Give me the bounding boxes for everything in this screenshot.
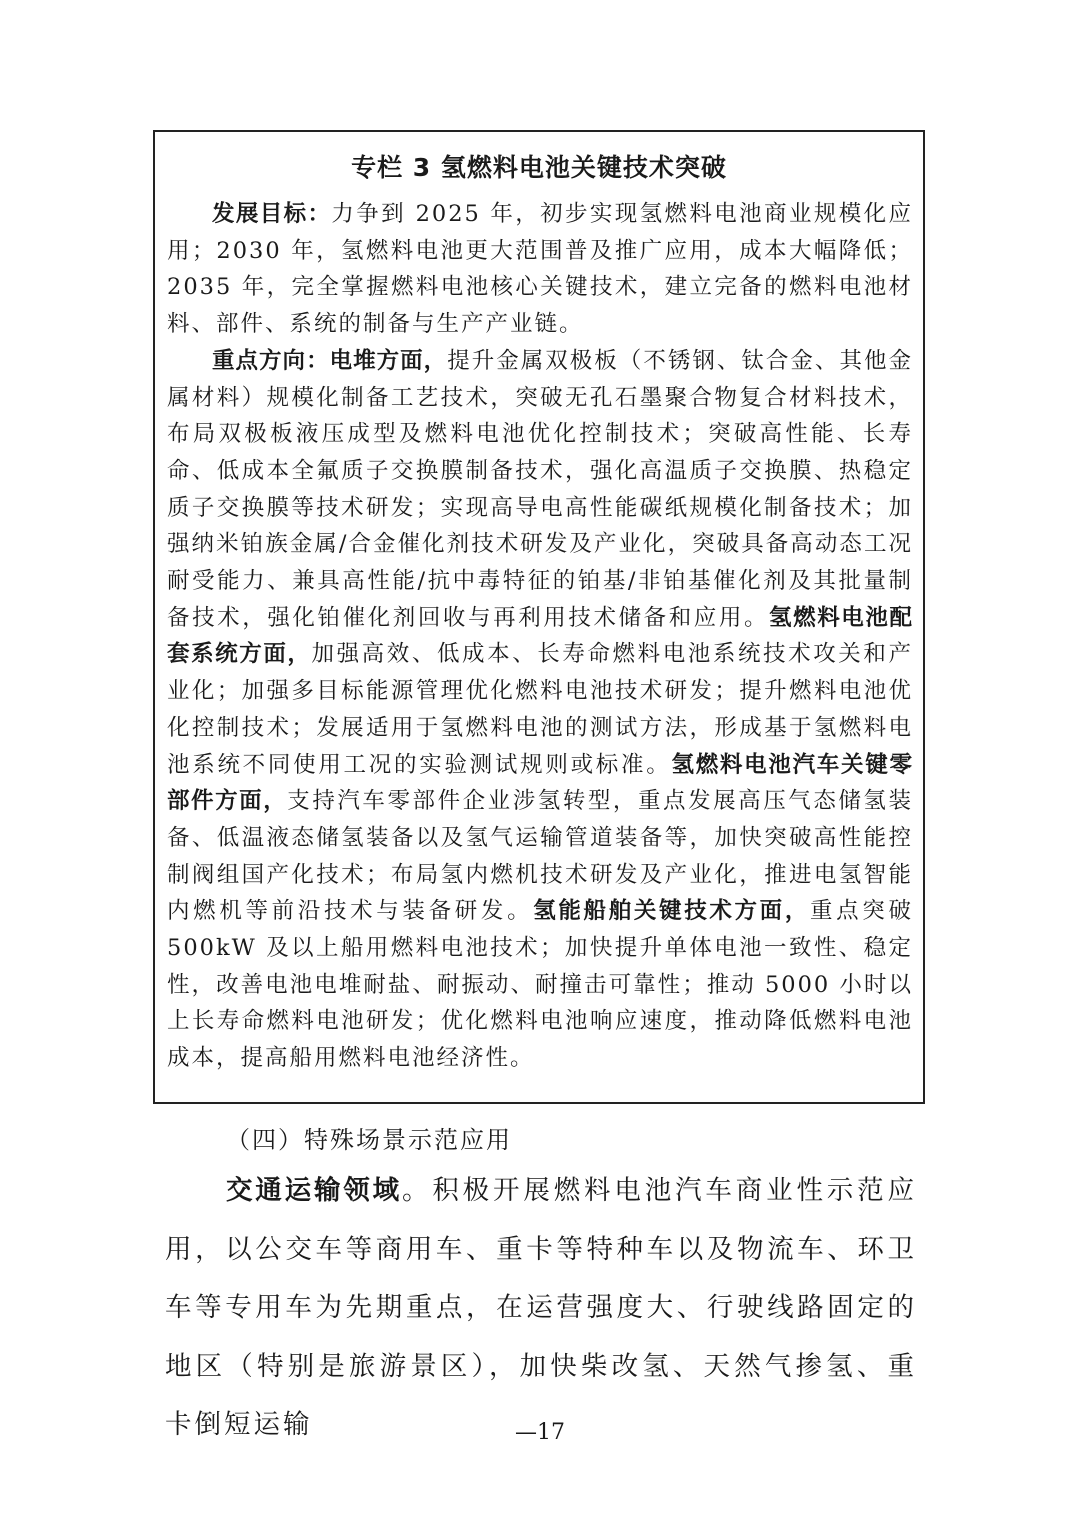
vehicle-text: 支持汽车零部件企业涉氢转型，重点发展高压气态储氢装备、低温液态储氢装备以及氢气运输管道装备等，加快突破高性能控制阀组国产化技术；布局氢内燃机技术研发及产业化，推进电氢智能内燃机等前沿技术与装备研发。 — [167, 788, 913, 925]
box-title: 专栏 3 氢燃料电池关键技术突破 — [351, 153, 727, 182]
goal-paragraph — [167, 196, 913, 343]
vehicle-label: 氢燃料电池汽车关键零部件方面， — [167, 751, 913, 815]
goal-label: 发展目标： — [212, 201, 332, 227]
page-number: —17 — [515, 1420, 565, 1445]
stack-label: 电堆方面， — [329, 347, 448, 374]
system-text: 加强高效、低成本、长寿命燃料电池系统技术攻关和产业化；加强多目标能源管理优化燃料电池技术研发；提升燃料电池优化控制技术；发展适用于氢燃料电池的测试方法，形成基于氢燃料电池系统不同使用工况的实验测试规则或标准。 — [167, 641, 913, 778]
focus-label: 重点方向： — [212, 347, 330, 374]
section-heading: （四）特殊场景示范应用 — [226, 1126, 512, 1154]
goal-text: 力争到 2025 年，初步实现氢燃料电池商业规模化应用；2030 年，氢燃料电池更大范围普及推广应用，成本大幅降低；2035 年，完全掌握燃料电池核心关键技术，建立完备的燃料电池材料、部件、系统的制备与生产产业链。 — [167, 201, 913, 338]
transport-label: 交通运输领域 — [225, 1175, 402, 1206]
focus-paragraph — [167, 343, 913, 1077]
transport-paragraph — [165, 1162, 917, 1455]
system-label: 氢燃料电池配套系统方面， — [167, 604, 913, 668]
box-body — [167, 196, 913, 1077]
main-text — [165, 1162, 917, 1455]
feature-box — [153, 130, 925, 1104]
transport-text: 。积极开展燃料电池汽车商业性示范应用，以公交车等商用车、重卡等特种车以及物流车、环卫车等专用车为先期重点，在运营强度大、行驶线路固定的地区（特别是旅游景区），加快柴改氢、天然气掺氢、重卡倒短运输 — [165, 1175, 917, 1440]
ship-label: 氢能船舶关键技术方面， — [533, 898, 810, 925]
ship-text: 重点突破 500kW 及以上船用燃料电池技术；加快提升单体电池一致性、稳定性，改善电池电堆耐盐、耐振动、耐撞击可靠性；推动 5000 小时以上长寿命燃料电池研发；优化燃料电池响应速度，推动降低燃料电池成本，提高船用燃料电池经济性。 — [167, 898, 913, 1072]
stack-text: 提升金属双极板（不锈钢、钛合金、其他金属材料）规模化制备工艺技术，突破无孔石墨聚合物复合材料技术，布局双极板液压成型及燃料电池优化控制技术；突破高性能、长寿命、低成本全氟质子交换膜制备技术，强化高温质子交换膜、热稳定质子交换膜等技术研发；实现高导电高性能碳纸规模化制备技术；加强纳米铂族金属/合金催化剂技术研发及产业化，突破具备高动态工况耐受能力、兼具高性能/抗中毒特征的铂基/非铂基催化剂及其批量制备技术，强化铂催化剂回收与再利用技术储备和应用。 — [167, 347, 913, 631]
